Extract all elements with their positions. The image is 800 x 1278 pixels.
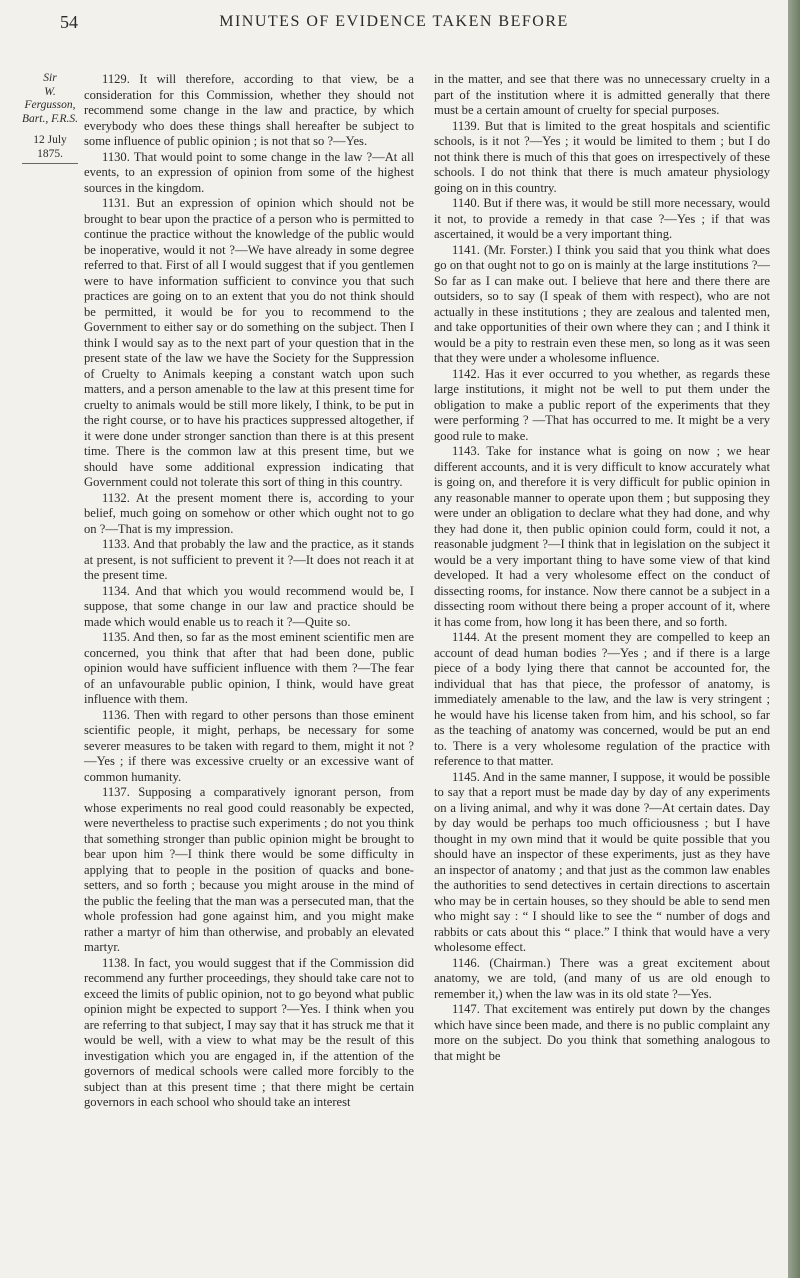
page-number: 54 (60, 12, 78, 32)
paragraph: 1130. That would point to some change in the law ?—At all events, to an expression of opinion from some of the highest sources in the kingdom. (84, 149, 414, 195)
left-column (84, 72, 414, 1111)
page-header (0, 12, 788, 42)
paragraph: 1147. That excitement was entirely put down by the changes which have since been made, and there is no public complaint any more on the subject. Do you think that something analogous to that might be (434, 1002, 770, 1063)
hearing-date: 12 July 1875. (22, 134, 78, 164)
paragraph: 1140. But if there was, it would be still more necessary, would it not, to provide a remedy in that case ?—Yes ; if that was ascertained, it would be a very important thing. (434, 196, 770, 241)
witness-title: Bart., F.R.S. (22, 112, 79, 125)
paragraph: 1146. (Chairman.) There was a great excitement about anatomy, we are told, (and many of us are old enough to remember it,) when the law was in its old state ?—Yes. (434, 955, 770, 1001)
paragraph: 1145. And in the same manner, I suppose, it would be possible to say that a report must be made day by day of any experiments on a living animal, and why it was done ?—At certain dates. Day by day would be perhaps too much officiousness ; but I have thought in my own mind that it would be quite possible that you should have an inspector of these experiments, just as they have an inspector of anatomy ; and that just as the common law enables the authorities to send detectives in certain directions to ascertain who may be in certain houses, so they should be able to send men who might say : “ I should like to see the “ number of dogs and rabbits or cats about this “ place.” I think that would have a very wholesome effect. (434, 769, 770, 954)
paragraph: 1135. And then, so far as the most eminent scientific men are concerned, you think that after that had been done, public opinion would have sufficient influence with them ?—The fear of an unfavourable public opinion, I think, would have great influence with them. (84, 630, 414, 706)
paragraph: 1131. But an expression of opinion which should not be brought to bear upon the practice of a person who is permitted to continue the practice without the knowledge of the public would be inoperative, would it not ?—We have already in some degree referred to that. First of all I would suggest that if you gentlemen were to have information sufficient to convince you that such practices are going on to an extent that you do not think should be permitted, it would be for you to recommend to the Government to either say or do something on the subject. Then I think I would say as to the next part of your question that in the present state of the law we have the Society for the Suppression of Cruelty to Animals keeping a constant watch upon such matters, and a person amenable to the law at this present time for cruelty to animals would be still more likely, I think, to be put in the right course, or to have his practices suppressed altogether, if it were done under stronger sanction than there is at this present time. There is the common law at this present time, but we should have some additional expression indicating that Government could not tolerate this sort of thing in this country. (84, 196, 414, 489)
paragraph: 1138. In fact, you would suggest that if the Commission did recommend any further proceedings, they should take care not to exceed the limits of public opinion, not to go beyond what public opinion might be expected to support ?—Yes. I think when you are referring to that subject, I may say that it has struck me that it would be well, with a view to what may be the result of this investigation which you are engaged in, if the attention of the governors of medical schools were called more forcibly to the subject than at this present time ; that there might be certain governors in each school who should take an interest (84, 955, 414, 1109)
running-head: MINUTES OF EVIDENCE TAKEN BEFORE (219, 13, 569, 30)
paragraph: 1134. And that which you would recommend would be, I suppose, that some change in our law and practice should be made which would enable us to reach it ?—Quite so. (84, 583, 414, 629)
paragraph: 1129. It will therefore, according to that view, be a consideration for this Commission, whether they should not recommend some change in the law and practice, by which everybody who does these things shall hereafter be subject to some influence of public opinion ; is not that so ?—Yes. (84, 72, 414, 148)
paragraph: 1141. (Mr. Forster.) I think you said that you think what does go on that ought not to go on is mainly at the large institutions ?—So far as I can make out. I believe that here and there there are outsiders, so to say (I speak of them with respect), who are not actually in these institutions ; they are zealous and talented men, and take opportunities of their own where they can ; and I think it would be a pity to restrain even these men, so long as it was seen that they were under a wholesome influence. (434, 242, 770, 365)
right-column (434, 72, 770, 1064)
paragraph: 1136. Then with regard to other persons than those eminent scientific people, it might, perhaps, be necessary for some severer measures to be taken with regard to them, might it not ?—Yes ; if there was excessive cruelty or an excessive want of common humanity. (84, 707, 414, 784)
paragraph: 1133. And that probably the law and the practice, as it stands at present, is not sufficient to prevent it ?—It does not reach it at the present time. (84, 537, 414, 582)
paragraph: 1139. But that is limited to the great hospitals and scientific schools, is it not ?—Yes ; it would be limited to them ; but I do not think there is much of this that goes on irrespectively of these schools. I do not think that there is much amateur physiology going on in this country. (434, 118, 770, 195)
paragraph: 1142. Has it ever occurred to you whether, as regards these large institutions, it might not be well to put them under the obligation to make a public report of the experiments that they were performing ? —That has occurred to me. It might be a very good rule to make. (434, 366, 770, 443)
paragraph: 1143. Take for instance what is going on now ; we hear different accounts, and it is very difficult to know accurately what is going on, and therefore it is very difficult for public opinion in any reasonable manner to operate upon them ; but supposing they were under an obligation to declare what they had done, and why they had done it, then public opinion could form, could it not, a reasonable judgment ?—I think that in legislation on the subject it would be a very important thing to have some view of that kind developed. It had a very wholesome effect on the conduct of dissecting rooms, for instance. Now there cannot be a subject in a dissecting room without there being a proper account of it, where it has come from, how long it has been there, and so forth. (434, 444, 770, 629)
paragraph-continued: in the matter, and see that there was no unnecessary cruelty in a part of the institution where it is admitted generally that there must be a certain amount of cruelty for special purposes. (434, 72, 770, 117)
paragraph: 1132. At the present moment there is, according to your belief, much going on somehow or other which ought not to go on ?—That is my impression. (84, 490, 414, 536)
witness-name: W. Fergusson, (24, 85, 76, 111)
witness-prefix: Sir (43, 72, 57, 84)
paragraph: 1144. At the present moment they are compelled to keep an account of dead human bodies ?—Yes ; and if there is a large piece of a body lying there that cannot be accounted for, the individual that has that piece, the professor of anatomy, is immediately amenable to the law, and the law is very stringent ; he would have his license taken from him, and his school, so far as the teaching of anatomy was concerned, would be put an end to. There is a very wholesome regulation of the practice with reference to that matter. (434, 630, 770, 768)
margin-note (22, 72, 78, 164)
page-edge (788, 0, 800, 1278)
paragraph: 1137. Supposing a comparatively ignorant person, from whose experiments no real good could reasonably be expected, were nevertheless to practise such experiments ; do not you think that something stronger than public opinion might be brought to bear upon him ?—I think there would be some difficulty in applying that to people in the position of quacks and bone-setters, and so forth ; because you might arouse in the mind of the public the feeling that the man was a persecuted man, that the whole profession had gone against him, and you might make rather a martyr of him than otherwise, and probably an elevated martyr. (84, 785, 414, 954)
